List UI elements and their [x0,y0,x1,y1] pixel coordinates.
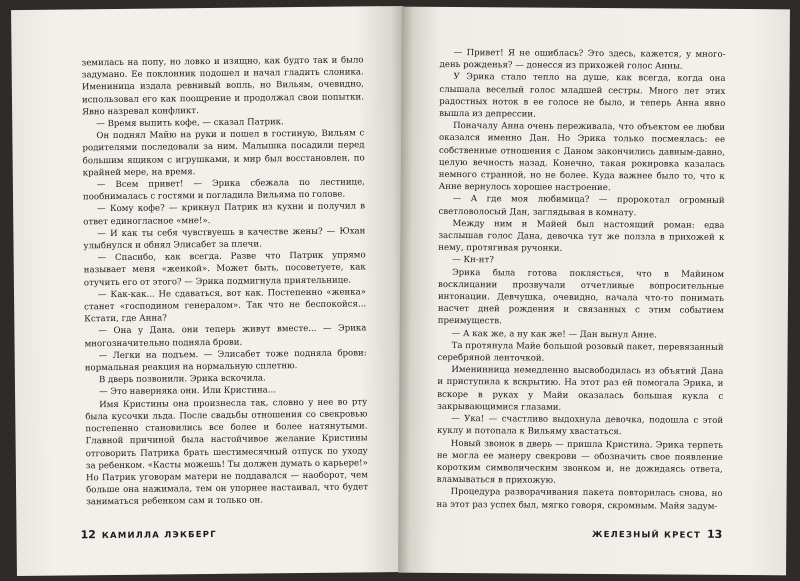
paragraph: Новый звонок в дверь — пришла Кристина. Эрика терпеть не могла ее манеру свекрови — обозначить свое появление коротким символическим звонком и, не дожидаясь ответа, вламываться в прихожую. [436,438,723,486]
right-page-footer [592,527,722,541]
running-head-author: КАМИЛЛА ЛЭКБЕРГ [101,529,217,542]
paragraph: Имя Кристины она произнесла так, словно у нее во рту была кусочки льда. После свадьбы отношения со свекровью постепенно становились все более и более натянутыми. Главной причиной была настойчивое желание Кристины отговорить Патрика брать шестимесячный отпуск по уходу за ребенком. «Касты можешь! Ты должен думать о карьере!» Но Патрик уговорам матери не поддавался — наоборот, чем больше она нажимала, тем он упорнее настаивал, что будет заниматься ребенком сам и только он. [85,397,369,508]
book-spread [14,8,788,574]
paragraph: — А где моя любимица? — пророкотал огромный светловолосый Дан, заглядывая в комнату. [438,194,725,218]
right-page [398,7,790,576]
left-page [11,6,409,576]
paragraph: — Как-как... Не сдаваться, вот как. Постепенно «женка» станет «господином генералом». Так что не беспокойся... Кстати, где Анна? [84,287,367,325]
paragraph: — Это наверняка они. Или Кристина... [99,385,277,398]
paragraph: Именинница немедленно высвободилась из объятий Дана и приступила к вскрытию. На этот раз ей помогала Эрика, и вскоре в руках у Майи оказалась большая кукла с закрывающимися глазами. [437,365,724,413]
paragraph: — Она у Дана, они теперь живут вместе... — Эрика многозначительно подняла брови. [84,323,367,349]
paragraph: Та протянула Майе большой розовый пакет, перевязанный серебряной ленточкой. [437,340,724,364]
paragraph: — А как же, а ну как же! — Дан вынул Анне. [451,328,657,341]
paragraph: — Спасибо, как всегда. Разве что Патрик упрямо называет меня «женкой». Может быть, посоветуете, как отучить его от этого? — Эрика подмигнула приятельнице. [83,250,366,288]
page-number: 13 [706,527,723,541]
paragraph: Процедура разворачивания пакета повторилась снова, но на этот раз успех был, мягко говоря, скромным. Майя задум- [436,487,723,512]
right-page-text [436,47,725,513]
paragraph: — Время выпить кофе, — сказал Патрик. [96,117,284,130]
paragraph: — Легки на подъем. — Элисабет тоже подняла брови: нормальная реакция на нормальную сплетню. [84,348,367,374]
paragraph: земилась на попу, но ловко и изящно, как будто так и было задумано. Ее поклонник подошел и начал гладить слоника. Имениница издала ревнивый вопль, но Вильям, очевидно, использовал его как поощрение и продолжал свои попытки. Явно назревал конфликт. [81,55,365,118]
paragraph: — Привет! Я не ошиблась? Это здесь, кажется, у много-день рожденья? — донесся из прихожей голос Анны. [439,48,726,72]
paragraph: — Кн-нт? [452,255,494,266]
paragraph: В дверь позвонили. Эрика вскочила. [98,373,266,386]
paragraph: У Эрика стало тепло на душе, как всегда, когда она слышала веселый голос младшей сестры. Много лет этих радостных ноток в ее голосе не было, и теперь Анна явно вышла из депрессии. [439,72,726,120]
paragraph: — Всем привет! — Эрика сбежала по лестнице, пообнималась с гостями и погладила Вильяма по голове. [82,177,365,203]
paragraph: — И как ты себя чувствуешь в качестве жены? — Юхан улыбнулся и обнял Элисабет за плечи. [83,226,366,252]
left-page-footer [80,527,216,541]
paragraph: Эрика была готова поклясться, что в Майином восклицании прозвучали отчетливые вопросительные интонации. Девчушка, очевидно, начала что-то понимать насчет дней рождения и связанных с этим событием преимуществ. [437,267,725,327]
paragraph: Он поднял Майю на руки и пошел в гостиную, Вильям с родителями последовали за ним. Малышка посадили перед большим ящиком с игрушками, и мир был восстановлен, по крайней мере, на время. [82,128,365,179]
paragraph: — Ука! — счастливо выдохнула девочка, подошла с этой куклу и потопала к Вильяму хвастаться. [436,414,724,438]
left-page-text [82,54,369,508]
running-head-title: ЖЕЛЕЗНЫЙ КРЕСТ [592,529,702,541]
paragraph: Поначалу Анна очень переживала, что объектом ее любви оказался именно Дан. Но Эрика только посмеялась: ее собственные отношения с Даном закончились давным-давно, целую вечность назад. Конечно, такая рокировка казалась немного странной, но не более. Куда важнее было то, что к Анне вернулось хорошее настроение. [438,121,726,194]
paragraph: Между ним и Майей был настоящий роман: едва заслышав голос Дана, девочка тут же ползла в прихожей к нему, протягивая ручонки. [438,218,725,255]
page-number: 12 [80,528,96,542]
paragraph: — Кому кофе? — крикнул Патрик из кухни и получил в ответ единогласное «мне!». [83,201,366,227]
